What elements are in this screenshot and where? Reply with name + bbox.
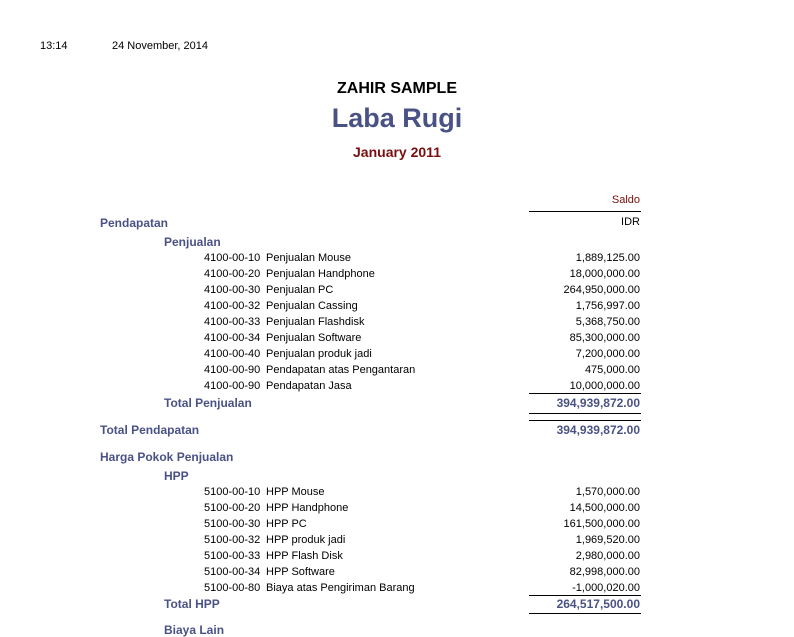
total-pendapatan-row <box>0 423 794 441</box>
header-divider <box>529 211 641 212</box>
total-penjualan-label: Total Penjualan <box>164 396 252 410</box>
account-row <box>0 348 794 364</box>
print-date: 24 November, 2014 <box>112 40 209 52</box>
account-name: HPP Flash Disk <box>266 550 343 562</box>
account-code: 4100-00-20 <box>204 268 261 280</box>
account-amount: 1,756,997.00 <box>575 300 640 312</box>
account-name: Penjualan produk jadi <box>266 348 372 360</box>
account-code: 4100-00-33 <box>204 316 261 328</box>
account-name: Penjualan Software <box>266 332 362 344</box>
account-amount: 264,950,000.00 <box>563 284 640 296</box>
account-amount: 161,500,000.00 <box>563 518 640 530</box>
account-row <box>0 300 794 316</box>
account-name: HPP produk jadi <box>266 534 346 546</box>
account-code: 5100-00-20 <box>204 502 261 514</box>
section-hpp-label: Harga Pokok Penjualan <box>100 450 234 464</box>
account-row <box>0 486 794 502</box>
account-name: HPP Software <box>266 566 335 578</box>
account-code: 5100-00-33 <box>204 550 261 562</box>
account-code: 4100-00-32 <box>204 300 261 312</box>
account-code: 5100-00-34 <box>204 566 261 578</box>
account-amount: 2,980,000.00 <box>575 550 640 562</box>
subtotal-divider-bottom <box>529 413 641 414</box>
group-biaya-lain-label: Biaya Lain <box>164 623 225 637</box>
report-title: Laba Rugi <box>331 103 463 133</box>
account-amount: 1,889,125.00 <box>575 252 640 264</box>
account-amount: 18,000,000.00 <box>569 268 640 280</box>
account-name: HPP Handphone <box>266 502 349 514</box>
total-penjualan-amount: 394,939,872.00 <box>556 396 640 410</box>
account-amount: 475,000.00 <box>584 364 640 376</box>
hpp-subtotal-divider-bottom <box>529 613 641 614</box>
account-amount: 82,998,000.00 <box>569 566 640 578</box>
account-amount: 1,969,520.00 <box>575 534 640 546</box>
account-name: Penjualan Mouse <box>266 252 352 264</box>
account-amount: 5,368,750.00 <box>575 316 640 328</box>
account-name: Penjualan Handphone <box>266 268 375 280</box>
account-row <box>0 268 794 284</box>
account-code: 4100-00-34 <box>204 332 261 344</box>
account-amount: -1,000,020.00 <box>572 582 640 594</box>
total-pendapatan-amount: 394,939,872.00 <box>556 423 640 437</box>
account-code: 4100-00-40 <box>204 348 261 360</box>
account-code: 5100-00-10 <box>204 486 261 498</box>
account-name: Penjualan Flashdisk <box>266 316 365 328</box>
account-row <box>0 316 794 332</box>
account-row <box>0 364 794 380</box>
account-code: 4100-00-90 <box>204 380 261 392</box>
group-penjualan-label: Penjualan <box>164 235 221 249</box>
account-amount: 1,570,000.00 <box>575 486 640 498</box>
account-code: 5100-00-30 <box>204 518 261 530</box>
print-time: 13:14 <box>40 40 68 52</box>
account-amount: 85,300,000.00 <box>569 332 640 344</box>
account-row <box>0 502 794 518</box>
account-name: Pendapatan atas Pengantaran <box>266 364 416 376</box>
subtotal-divider <box>529 393 641 394</box>
total-divider <box>529 420 641 421</box>
account-code: 5100-00-80 <box>204 582 261 594</box>
account-name: HPP PC <box>266 518 307 530</box>
total-hpp-label: Total HPP <box>164 597 220 611</box>
account-row <box>0 582 794 598</box>
company-name: ZAHIR SAMPLE <box>337 80 457 97</box>
total-pendapatan-label: Total Pendapatan <box>100 423 200 437</box>
currency-label: IDR <box>621 216 640 228</box>
account-row <box>0 550 794 566</box>
report-period: January 2011 <box>353 144 441 160</box>
account-row <box>0 284 794 300</box>
account-row <box>0 332 794 348</box>
saldo-column-header: Saldo <box>611 194 640 206</box>
account-row <box>0 380 794 396</box>
total-penjualan-row <box>0 396 794 414</box>
account-name: HPP Mouse <box>266 486 325 498</box>
account-code: 5100-00-32 <box>204 534 261 546</box>
account-name: Biaya atas Pengiriman Barang <box>266 582 415 594</box>
account-name: Penjualan PC <box>266 284 334 296</box>
account-name: Penjualan Cassing <box>266 300 358 312</box>
account-amount: 7,200,000.00 <box>575 348 640 360</box>
account-code: 4100-00-10 <box>204 252 261 264</box>
hpp-subtotal-divider <box>529 595 641 596</box>
account-code: 4100-00-90 <box>204 364 261 376</box>
account-amount: 14,500,000.00 <box>569 502 640 514</box>
total-hpp-row <box>0 597 794 615</box>
account-row <box>0 566 794 582</box>
account-row <box>0 518 794 534</box>
account-row <box>0 252 794 268</box>
account-row <box>0 534 794 550</box>
section-pendapatan-label: Pendapatan <box>100 216 169 230</box>
total-hpp-amount: 264,517,500.00 <box>556 597 640 611</box>
group-hpp-label: HPP <box>164 469 189 483</box>
account-amount: 10,000,000.00 <box>569 380 640 392</box>
account-name: Pendapatan Jasa <box>266 380 352 392</box>
account-code: 4100-00-30 <box>204 284 261 296</box>
